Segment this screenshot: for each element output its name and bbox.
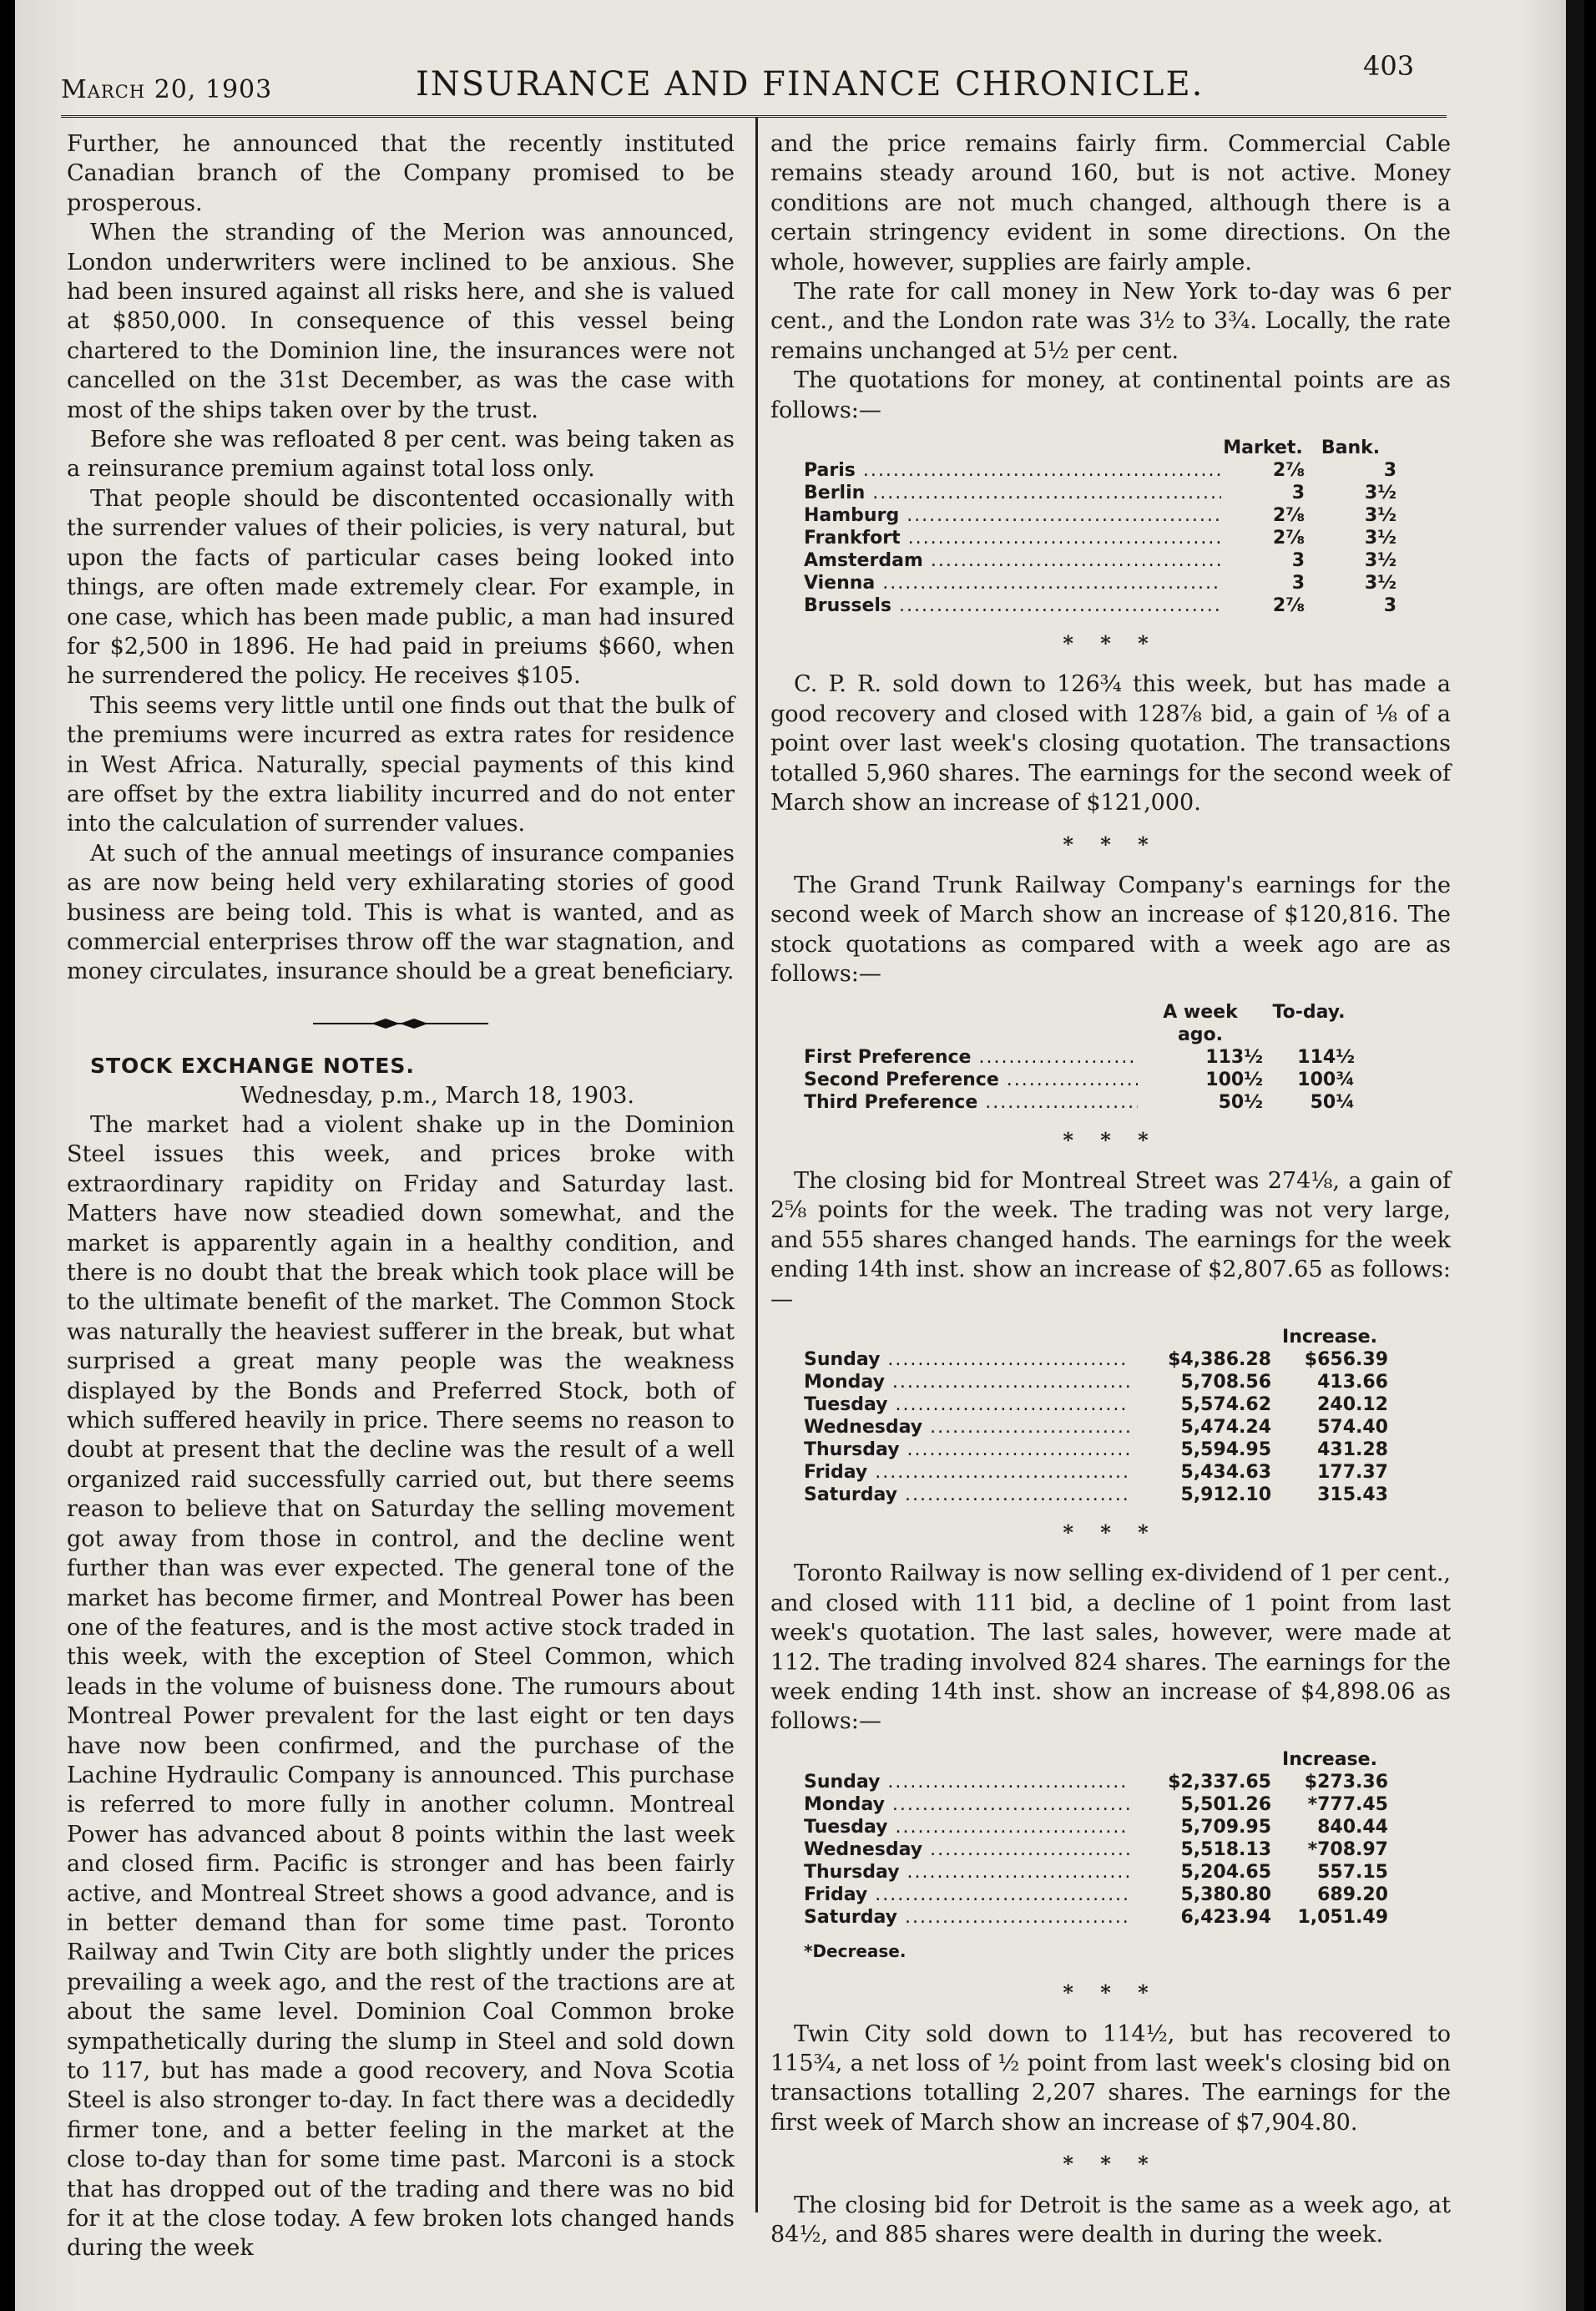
column-header: To-day.: [1272, 1001, 1346, 1023]
stock-label: Second Preference .....: [804, 1070, 1138, 1090]
earnings-amount: 5,709.95: [1180, 1816, 1271, 1838]
earnings-increase: *777.45: [1307, 1793, 1388, 1815]
today-price: 114½: [1297, 1046, 1355, 1068]
day-label: Sunday .....: [804, 1349, 1129, 1370]
grand-trunk-table: [804, 1001, 1355, 1114]
table-footnote: *Decrease.: [804, 1940, 907, 1961]
city-label: Vienna .....: [804, 573, 1221, 594]
earnings-increase: 431.28: [1317, 1439, 1388, 1460]
page-edge-shadow: [1566, 0, 1584, 2311]
paragraph: That people should be discontented occasionally with the surrender values of their policies, is very natural, but upon the facts of particular cases being looked into things, are often made extremely clear. For example, in one case, which has been made public, a man had insured for $2,500 in 1896. He had paid in preiums $660, when he surrendered the policy. He receives $105.: [67, 485, 735, 690]
earnings-increase: 315.43: [1317, 1484, 1388, 1505]
earnings-amount: 5,501.26: [1180, 1793, 1271, 1815]
week-ago-price: 100½: [1205, 1069, 1263, 1090]
bank-rate: 3½: [1364, 505, 1396, 527]
day-label: Friday .....: [804, 1462, 1129, 1483]
table-row: [804, 1091, 1355, 1114]
section-separator: * * *: [1063, 832, 1159, 857]
earnings-increase: 574.40: [1317, 1416, 1388, 1438]
earnings-increase: $273.36: [1304, 1771, 1388, 1793]
section-separator: * * *: [1063, 1980, 1159, 2005]
table-row: [804, 1861, 1388, 1884]
market-rate: 3: [1291, 550, 1305, 572]
section-separator: * * *: [1063, 1127, 1159, 1152]
day-label: Sunday .....: [804, 1772, 1129, 1793]
earnings-amount: $2,337.65: [1168, 1771, 1271, 1793]
table-row: [804, 1461, 1388, 1484]
page-number: 403: [1363, 50, 1415, 82]
table-row: [804, 1793, 1388, 1816]
earnings-increase: $656.39: [1304, 1348, 1388, 1370]
paragraph: and the price remains fairly firm. Commercial Cable remains steady around 160, but is not active. Money conditions are not much changed, although there is a certain stringency evident in some directions. On the whole, however, supplies are fairly ample.: [770, 131, 1451, 276]
right-column: [770, 129, 1451, 2249]
table-header-row: [804, 437, 1396, 459]
table-row: [804, 594, 1396, 617]
earnings-increase: 1,051.49: [1297, 1906, 1388, 1928]
paragraph: The quotations for money, at continental points are as follows:—: [770, 367, 1451, 423]
table-row: [804, 1838, 1388, 1861]
earnings-amount: 5,708.56: [1180, 1371, 1271, 1393]
week-ago-price: 113½: [1205, 1046, 1263, 1068]
table-header-row: [804, 1001, 1355, 1046]
day-label: Friday .....: [804, 1884, 1129, 1905]
paragraph: C. P. R. sold down to 126¾ this week, but has made a good recovery and closed with 128⅞ bid, a gain of ⅛ of a point over last week's closing quotation. The transactions totalled 5,960 shares. The earnings for the second week of March show an increase of $121,000.: [770, 671, 1451, 817]
paragraph: The rate for call money in New York to-day was 6 per cent., and the London rate was 3½ to 3¾. Locally, the rate remains unchanged at 5½ per cent.: [770, 279, 1451, 364]
column-header: Increase.: [1282, 1326, 1377, 1348]
table-row: [804, 1371, 1388, 1393]
earnings-amount: 5,912.10: [1180, 1484, 1271, 1505]
bank-rate: 3: [1383, 595, 1396, 617]
paragraph: Toronto Railway is now selling ex-dividend of 1 per cent., and closed with 111 bid, a decline of 1 point from last week's quotation. The last sales, however, were made at 112. The trading involved 824 shares. The earnings for the week ending 14th inst. show an increase of $4,898.06 as follows:—: [770, 1560, 1451, 1735]
earnings-amount: 5,518.13: [1180, 1838, 1271, 1860]
earnings-increase: 840.44: [1317, 1816, 1388, 1838]
bank-rate: 3: [1383, 460, 1396, 482]
city-label: Frankfort .....: [804, 528, 1221, 549]
earnings-amount: 6,423.94: [1180, 1906, 1271, 1928]
earnings-amount: $4,386.28: [1168, 1348, 1271, 1370]
montreal-street-earnings-table: [804, 1326, 1388, 1506]
section-separator: * * *: [1063, 2152, 1159, 2177]
table-row: [804, 1439, 1388, 1461]
table-row: [804, 572, 1396, 594]
city-label: Brussels .....: [804, 595, 1221, 616]
issue-date: March 20, 1903: [61, 75, 273, 104]
table-row: [804, 1816, 1388, 1838]
table-row: [804, 459, 1396, 482]
earnings-increase: *708.97: [1307, 1838, 1388, 1860]
earnings-increase: 177.37: [1317, 1461, 1388, 1483]
earnings-amount: 5,434.63: [1180, 1461, 1271, 1483]
paragraph: The closing bid for Montreal Street was 274⅛, a gain of 2⅝ points for the week. The trading was not very large, and 555 shares changed hands. The earnings for the week ending 14th inst. show an increase of $2,807.65 as follows:—: [770, 1167, 1451, 1312]
table-header-row: [804, 1326, 1388, 1348]
stock-label: First Preference .....: [804, 1047, 1138, 1068]
paragraph: Before she was refloated 8 per cent. was being taken as a reinsurance premium against total loss only.: [67, 427, 735, 483]
day-label: Thursday .....: [804, 1862, 1129, 1883]
city-label: Paris .....: [804, 460, 1221, 481]
paragraph: Further, he announced that the recently instituted Canadian branch of the Company promised to be prosperous.: [67, 131, 735, 216]
day-label: Saturday .....: [804, 1484, 1129, 1505]
day-label: Monday .....: [804, 1794, 1129, 1815]
bank-rate: 3½: [1364, 528, 1396, 549]
paragraph: The market had a violent shake up in the Dominion Steel issues this week, and prices broke with extraordinary rapidity on Friday and Saturday last. Matters have now steadied down somewhat, and the market is apparently again in a healthy condition, and there is no doubt that the break which took place will be to the ultimate benefit of the market. The Common Stock was naturally the heaviest sufferer in the break, but what surprised a great many people was the weakness displayed by the Bonds and Preferred Stock, both of which suffered heavily in price. There seems no reason to doubt at present that the decline was the result of a well organized raid successfully carried out, but there seems reason to believe that on Saturday the selling movement got away from those in control, and the decline went further than was ever expected. The general tone of the market has become firmer, and Montreal Power has been one of the features, and is the most active stock traded in this week, with the exception of Steel Common, which leads in the volume of buisness done. The rumours about Montreal Power prevalent for the last eight or ten days have now been confirmed, and the purchase of the Lachine Hydraulic Company is announced. This purchase is referred to more fully in another column. Montreal Power has advanced about 8 points within the last week and closed firm. Pacific is stronger and has been fairly active, and Montreal Street shows a good advance, and is in better demand than for some time past. Toronto Railway and Twin City are both slightly under the prices prevailing a week ago, and the rest of the tractions are at about the same level. Dominion Coal Common broke sympathetically during the slump in Steel and sold down to 117, but has made a good recovery, and Nova Scotia Steel is also stronger to-day. In fact there was a decidedly firmer tone, and a better feeling in the market at the close to-day than for some time past. Marconi is a stock that has dropped out of the trading and there was no bid for it at the close today. A few broken lots changed hands during the week: [67, 1112, 735, 2262]
table-row: [804, 1884, 1388, 1906]
newspaper-page: [15, 0, 1584, 2311]
table-row: [804, 482, 1396, 504]
dateline: Wednesday, p.m., March 18, 1903.: [240, 1082, 634, 1109]
paragraph: When the stranding of the Merion was announced, London underwriters were inclined to be anxious. She had been insured against all risks here, and she is valued at $850,000. In consequence of this vessel being chartered to the Dominion line, the insurances were not cancelled on the 31st December, as was the case with most of the ships taken over by the trust.: [67, 220, 735, 423]
column-header: A week ago.: [1163, 1001, 1238, 1045]
today-price: 50¼: [1310, 1091, 1355, 1113]
day-label: Tuesday .....: [804, 1394, 1129, 1415]
market-rate: 3: [1291, 483, 1305, 504]
table-row: [804, 1046, 1355, 1069]
page-header: [61, 42, 1413, 109]
stock-label: Third Preference .....: [804, 1092, 1138, 1113]
earnings-amount: 5,474.24: [1180, 1416, 1271, 1438]
earnings-amount: 5,380.80: [1180, 1884, 1271, 1905]
table-header-row: [804, 1748, 1388, 1771]
table-row: [804, 527, 1396, 549]
paragraph: The Grand Trunk Railway Company's earnings for the second week of March show an increase of $120,816. The stock quotations as compared with a week ago are as follows:—: [770, 872, 1451, 988]
earnings-increase: 413.66: [1317, 1371, 1388, 1393]
day-label: Monday .....: [804, 1372, 1129, 1393]
table-row: [804, 1906, 1388, 1929]
earnings-amount: 5,204.65: [1180, 1861, 1271, 1883]
market-rate: 2⅞: [1272, 460, 1305, 482]
earnings-amount: 5,574.62: [1180, 1393, 1271, 1415]
column-divider: [755, 117, 758, 2212]
column-header: Market.: [1223, 437, 1303, 459]
day-label: Tuesday .....: [804, 1817, 1129, 1838]
table-row: [804, 1393, 1388, 1416]
market-rate: 2⅞: [1272, 528, 1305, 549]
table-row: [804, 1484, 1388, 1506]
city-label: Amsterdam .....: [804, 550, 1221, 571]
city-label: Hamburg .....: [804, 505, 1221, 526]
market-rate: 3: [1291, 573, 1305, 594]
day-label: Thursday .....: [804, 1439, 1129, 1460]
day-label: Saturday .....: [804, 1907, 1129, 1928]
table-row: [804, 1069, 1355, 1091]
table-row: [804, 504, 1396, 527]
money-rates-table: [804, 437, 1396, 617]
paragraph: Twin City sold down to 114½, but has recovered to 115¾, a net loss of ½ point from last week's closing bid on transactions totalling 2,207 shares. The earnings for the first week of March show an increase of $7,904.80.: [770, 2020, 1451, 2136]
left-column: [67, 129, 735, 2263]
bank-rate: 3½: [1364, 573, 1396, 594]
paragraph: This seems very little until one finds out that the bulk of the premiums were incurred as extra rates for residence in West Africa. Naturally, special payments of this kind are offset by the extra liability incurred and do not enter into the calculation of surrender values.: [67, 692, 735, 837]
market-rate: 2⅞: [1272, 595, 1305, 617]
journal-title: INSURANCE AND FINANCE CHRONICLE.: [416, 65, 1205, 104]
market-rate: 2⅞: [1272, 505, 1305, 527]
earnings-increase: 240.12: [1317, 1393, 1388, 1415]
table-row: [804, 549, 1396, 572]
ornament-icon: [313, 1017, 488, 1030]
table-row: [804, 1771, 1388, 1793]
paragraph: At such of the annual meetings of insurance companies as are now being held very exhilarating stories of good business are being told. This is what is wanted, and as commercial enterprises throw off the war stagnation, and money circulates, insurance should be a great beneficiary.: [67, 840, 735, 985]
bank-rate: 3½: [1364, 550, 1396, 572]
column-header: Bank.: [1321, 437, 1381, 459]
paragraph: The closing bid for Detroit is the same as a week ago, at 84½, and 885 shares were dealth in during the week.: [770, 2192, 1451, 2248]
day-label: Wednesday .....: [804, 1839, 1129, 1860]
header-rule: [61, 115, 1447, 118]
column-header: Increase.: [1282, 1748, 1377, 1770]
day-label: Wednesday .....: [804, 1417, 1129, 1438]
week-ago-price: 50½: [1218, 1091, 1263, 1113]
table-row: [804, 1416, 1388, 1439]
earnings-amount: 5,594.95: [1180, 1439, 1271, 1460]
section-separator: * * *: [1063, 1520, 1159, 1545]
earnings-increase: 557.15: [1317, 1861, 1388, 1883]
section-title: STOCK EXCHANGE NOTES.: [90, 1054, 415, 1079]
toronto-railway-earnings-table: [804, 1748, 1388, 1929]
city-label: Berlin .....: [804, 483, 1221, 503]
bank-rate: 3½: [1364, 483, 1396, 504]
earnings-increase: 689.20: [1317, 1884, 1388, 1905]
section-separator: * * *: [1063, 631, 1159, 656]
table-row: [804, 1348, 1388, 1371]
ornamental-divider: [67, 1009, 735, 1038]
today-price: 100¾: [1297, 1069, 1355, 1090]
